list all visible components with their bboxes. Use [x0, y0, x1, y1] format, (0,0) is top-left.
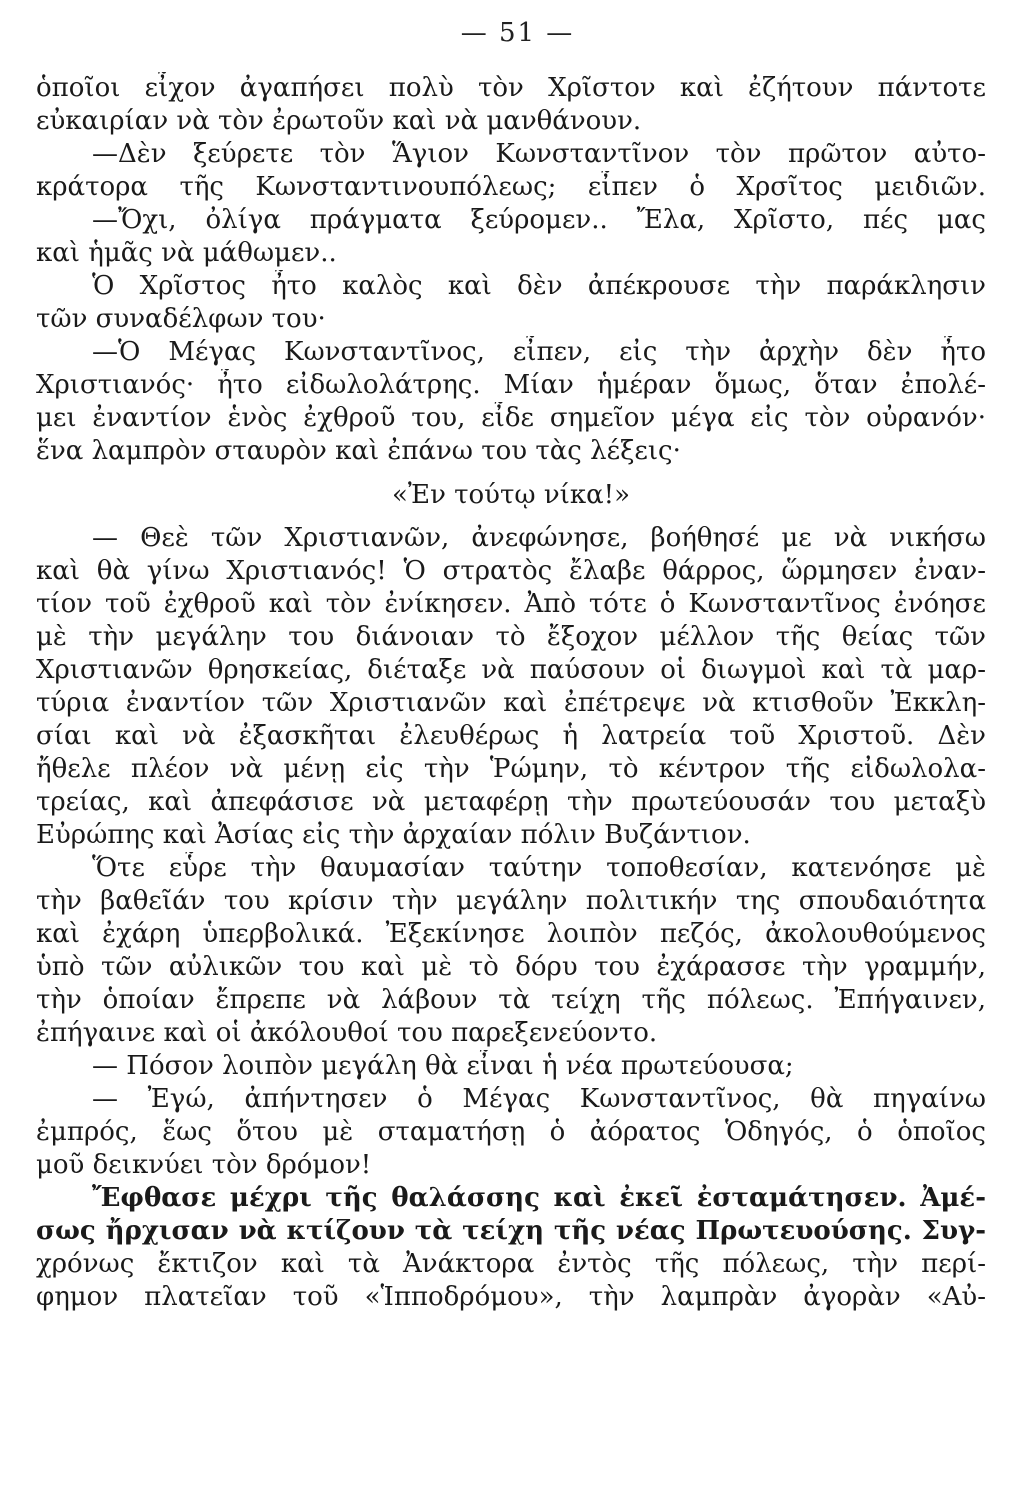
quote-line: «Ἐν τούτῳ νίκα!» — [391, 480, 630, 510]
text-line: Ὁ Χρῖστος ἦτο καλὸς καὶ δὲν ἀπέκρουσε τὴν παράκλησιν — [92, 271, 986, 301]
text-line: ἐπήγαινε καὶ οἱ ἀκόλουθοί του παρεξενεύοντο. — [36, 1018, 658, 1048]
text-line: καὶ θὰ γίνω Χριστιανός! Ὁ στρατὸς ἔλαβε θάρρος, ὥρμησεν ἐναν- — [36, 556, 986, 586]
text-line: Ὅτε εὗρε τὴν θαυμασίαν ταύτην τοποθεσίαν, κατενόησε μὲ — [92, 853, 986, 883]
text-line: φημον πλατεῖαν τοῦ «Ἱπποδρόμου», τὴν λαμπρὰν ἀγορὰν «Αὐ- — [36, 1282, 986, 1312]
text-line: τίον τοῦ ἐχθροῦ καὶ τὸν ἐνίκησεν. Ἀπὸ τότε ὁ Κωνσταντῖνος ἐνόησε — [36, 589, 986, 619]
text-line: Χριστιανῶν θρησκείας, διέταξε νὰ παύσουν οἱ διωγμοὶ καὶ τὰ μαρ- — [36, 655, 986, 685]
text-line: ὑπὸ τῶν αὐλικῶν του καὶ μὲ τὸ δόρυ του ἐχάρασσε τὴν γραμμήν, — [36, 952, 986, 982]
page-number: — 51 — — [460, 18, 575, 48]
text-line: Εὐρώπης καὶ Ἀσίας εἰς τὴν ἀρχαίαν πόλιν Βυζάντιον. — [36, 820, 751, 850]
text-line: ἕνα λαμπρὸν σταυρὸν καὶ ἐπάνω του τὰς λέξεις· — [36, 436, 681, 466]
text-line: μοῦ δεικνύει τὸν δρόμον! — [36, 1150, 372, 1180]
body-text — [36, 72, 986, 1314]
text-line: —Ὄχι, ὀλίγα πράγματα ξεύρομεν.. Ἔλα, Χρῖστο, πές μας — [92, 205, 986, 235]
text-line: χρόνως ἔκτιζον καὶ τὰ Ἀνάκτορα ἐντὸς τῆς πόλεως, τὴν περί- — [36, 1249, 986, 1279]
text-line: σως ἤρχισαν νὰ κτίζουν τὰ τείχη τῆς νέας Πρωτευούσης. Συγ- — [36, 1216, 986, 1246]
text-line: —Δὲν ξεύρετε τὸν Ἅγιον Κωνσταντῖνον τὸν πρῶτον αὐτο- — [92, 139, 986, 169]
text-line: ὁποῖοι εἶχον ἀγαπήσει πολὺ τὸν Χρῖστον καὶ ἐζήτουν πάντοτε — [36, 73, 986, 103]
text-line: καὶ ἡμᾶς νὰ μάθωμεν.. — [36, 238, 337, 268]
text-line: τὴν ὁποίαν ἔπρεπε νὰ λάβουν τὰ τείχη τῆς πόλεως. Ἐπήγαινεν, — [36, 985, 986, 1015]
text-line: ἤθελε πλέον νὰ μένῃ εἰς τὴν Ῥώμην, τὸ κέντρον τῆς εἰδωλολα- — [36, 754, 986, 784]
text-line: τῶν συναδέλφων του· — [36, 304, 326, 334]
text-line: ἐμπρός, ἕως ὅτου μὲ σταματήσῃ ὁ ἀόρατος Ὁδηγός, ὁ ὁποῖος — [36, 1117, 986, 1147]
text-line: Χριστιανός· ἦτο εἰδωλολάτρης. Μίαν ἡμέραν ὅμως, ὅταν ἐπολέ- — [36, 370, 986, 400]
text-line: καὶ ἐχάρη ὑπερβολικά. Ἐξεκίνησε λοιπὸν πεζός, ἀκολουθούμενος — [36, 919, 986, 949]
text-line: μὲ τὴν μεγάλην του διάνοιαν τὸ ἔξοχον μέλλον τῆς θείας τῶν — [36, 622, 986, 652]
text-line: — Πόσον λοιπὸν μεγάλη θὰ εἶναι ἡ νέα πρωτεύουσα; — [92, 1051, 794, 1081]
text-line: κράτορα τῆς Κωνσταντινουπόλεως; εἶπεν ὁ Χρσῖτος μειδιῶν. — [36, 172, 986, 202]
text-line: τρείας, καὶ ἀπεφάσισε νὰ μεταφέρῃ τὴν πρωτεύουσάν του μεταξὺ — [36, 787, 986, 817]
text-line: — Θεὲ τῶν Χριστιανῶν, ἀνεφώνησε, βοήθησέ με νὰ νικήσω — [92, 523, 986, 553]
text-line: —Ὁ Μέγας Κωνσταντῖνος, εἶπεν, εἰς τὴν ἀρχὴν δὲν ἦτο — [92, 337, 986, 367]
text-line: εὐκαιρίαν νὰ τὸν ἐρωτοῦν καὶ νὰ μανθάνουν. — [36, 106, 642, 136]
text-line: — Ἐγώ, ἀπήντησεν ὁ Μέγας Κωνσταντῖνος, θὰ πηγαίνω — [92, 1084, 986, 1114]
text-line: μει ἐναντίον ἑνὸς ἐχθροῦ του, εἶδε σημεῖον μέγα εἰς τὸν οὐρανόν· — [36, 403, 986, 433]
text-line: τὴν βαθεῖάν του κρίσιν τὴν μεγάλην πολιτικήν της σπουδαιότητα — [36, 886, 986, 916]
text-line: τύρια ἐναντίον τῶν Χριστιανῶν καὶ ἐπέτρεψε νὰ κτισθοῦν Ἐκκλη- — [36, 688, 986, 718]
text-line: σίαι καὶ νὰ ἐξασκῆται ἐλευθέρως ἡ λατρεία τοῦ Χριστοῦ. Δὲν — [36, 721, 986, 751]
text-line: Ἔφθασε μέχρι τῆς θαλάσσης καὶ ἐκεῖ ἐσταμάτησεν. Ἀμέ- — [92, 1183, 986, 1213]
